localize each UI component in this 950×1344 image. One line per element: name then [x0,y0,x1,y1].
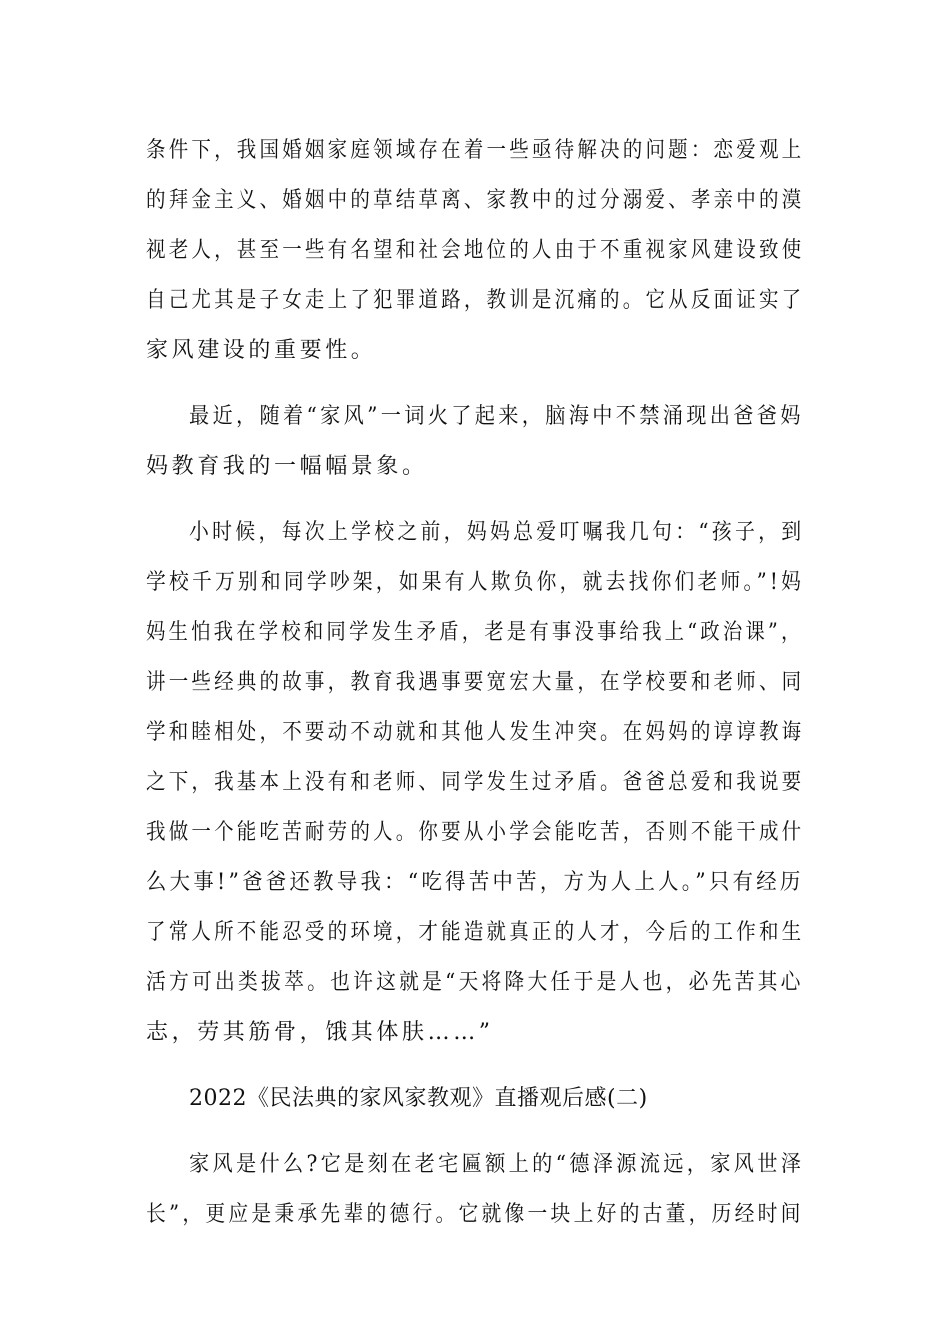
text-line: 视老人，甚至一些有名望和社会地位的人由于不重视家风建设致使 [146,238,805,263]
text-line: 妈教育我的一幅幅景象。 [146,454,428,479]
text-line: 长”，更应是秉承先辈的德行。它就像一块上好的古董，历经时间 [146,1202,804,1227]
text-line: 自己尤其是子女走上了犯罪道路，教训是沉痛的。它从反面证实了 [146,288,805,313]
text-line: 家风是什么?它是刻在老宅匾额上的“德泽源流远，家风世泽 [189,1152,805,1177]
text-line: 志，劳其筋骨，饿其体肤……” [146,1020,494,1045]
text-line: 学校千万别和同学吵架，如果有人欺负你，就去找你们老师。”!妈 [146,570,805,595]
text-line: 小时候，每次上学校之前，妈妈总爱叮嘱我几句：“孩子，到 [189,520,805,545]
text-line: 么大事!”爸爸还教导我：“吃得苦中苦，方为人上人。”只有经历 [146,870,804,895]
text-line: 的拜金主义、婚姻中的草结草离、家教中的过分溺爱、孝亲中的漠 [146,188,805,213]
text-line: 条件下，我国婚姻家庭领域存在着一些亟待解决的问题：恋爱观上 [146,138,805,163]
text-line: 讲一些经典的故事，教育我遇事要宽宏大量，在学校要和老师、同 [146,670,805,695]
text-line: 学和睦相处，不要动不动就和其他人发生冲突。在妈妈的谆谆教诲 [146,720,805,745]
text-line: 活方可出类拔萃。也许这就是“天将降大任于是人也，必先苦其心 [146,970,804,995]
text-line: 妈生怕我在学校和同学发生矛盾，老是有事没事给我上“政治课”， [146,620,804,645]
text-line: 家风建设的重要性。 [146,338,377,363]
section-heading: 2022《民法典的家风家教观》直播观后感(二) [189,1086,648,1111]
text-line: 最近，随着“家风”一词火了起来，脑海中不禁涌现出爸爸妈 [189,404,804,429]
text-line: 了常人所不能忍受的环境，才能造就真正的人才，今后的工作和生 [146,920,805,945]
text-line: 之下，我基本上没有和老师、同学发生过矛盾。爸爸总爱和我说要 [146,770,805,795]
text-line: 我做一个能吃苦耐劳的人。你要从小学会能吃苦，否则不能干成什 [146,820,805,845]
